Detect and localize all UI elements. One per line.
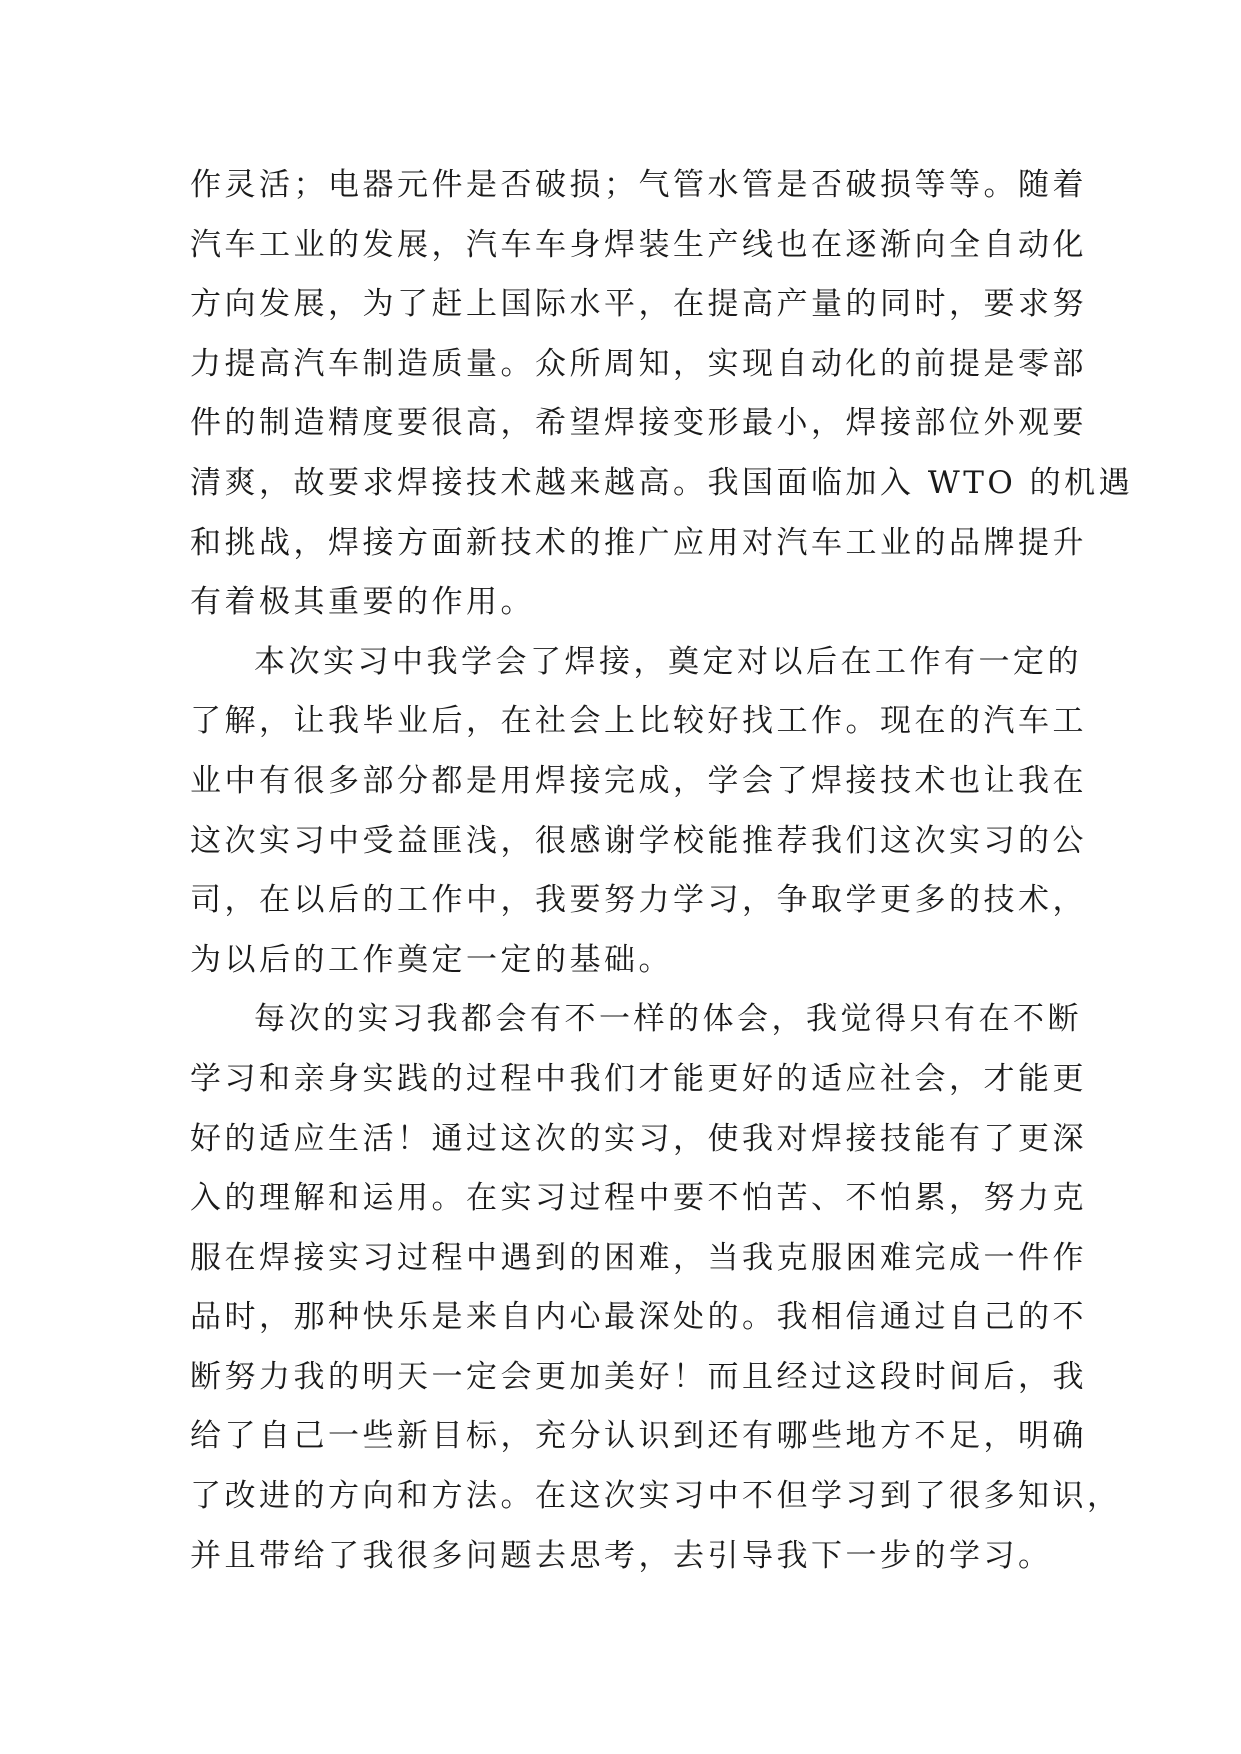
text-line: 汽车工业的发展，汽车车身焊装生产线也在逐渐向全自动化 [190,226,1087,263]
text-line: 入的理解和运用。在实习过程中要不怕苦、不怕累，努力克 [190,1180,1087,1217]
text-line: 件的制造精度要很高，希望焊接变形最小，焊接部位外观要 [190,405,1087,442]
text-line: 作灵活；电器元件是否破损；气管水管是否破损等等。随着 [190,167,1087,203]
text-line: 清爽，故要求焊接技术越来越高。我国面临加入 WTO 的机遇 [190,464,1134,501]
text-line: 司，在以后的工作中，我要努力学习，争取学更多的技术， [190,882,1087,919]
text-line: 方向发展，为了赶上国际水平，在提高产量的同时，要求努 [190,286,1087,323]
text-line: 和挑战，焊接方面新技术的推广应用对汽车工业的品牌提升 [190,524,1087,561]
text-line: 力提高汽车制造质量。众所周知，实现自动化的前提是零部 [190,345,1087,382]
text-line: 有着极其重要的作用。 [190,584,535,621]
text-line: 业中有很多部分都是用焊接完成，学会了焊接技术也让我在 [190,762,1087,799]
text-line: 学习和亲身实践的过程中我们才能更好的适应社会，才能更 [190,1060,1087,1097]
text-line: 为以后的工作奠定一定的基础。 [190,941,673,978]
text-line: 了改进的方向和方法。在这次实习中不但学习到了很多知识， [190,1478,1122,1515]
text-line: 好的适应生活！通过这次的实习，使我对焊接技能有了更深 [190,1120,1087,1157]
paragraph-1 [190,156,1134,633]
paragraph-2 [190,633,1087,991]
text-line: 每次的实习我都会有不一样的体会，我觉得只有在不断 [254,1001,1082,1038]
text-line: 给了自己一些新目标，充分认识到还有哪些地方不足，明确 [190,1418,1087,1455]
text-line: 这次实习中受益匪浅，很感谢学校能推荐我们这次实习的公 [190,822,1087,859]
text-line: 品时，那种快乐是来自内心最深处的。我相信通过自己的不 [190,1299,1087,1336]
text-line: 并且带给了我很多问题去思考，去引导我下一步的学习。 [190,1537,1053,1574]
text-line: 了解，让我毕业后，在社会上比较好找工作。现在的汽车工 [190,703,1087,740]
text-line: 断努力我的明天一定会更加美好！而且经过这段时间后，我 [190,1358,1087,1395]
text-line: 本次实习中我学会了焊接，奠定对以后在工作有一定的 [254,643,1082,680]
body-text [190,156,1134,1586]
paragraph-3 [190,990,1122,1586]
text-line: 服在焊接实习过程中遇到的困难，当我克服困难完成一件作 [190,1239,1087,1276]
